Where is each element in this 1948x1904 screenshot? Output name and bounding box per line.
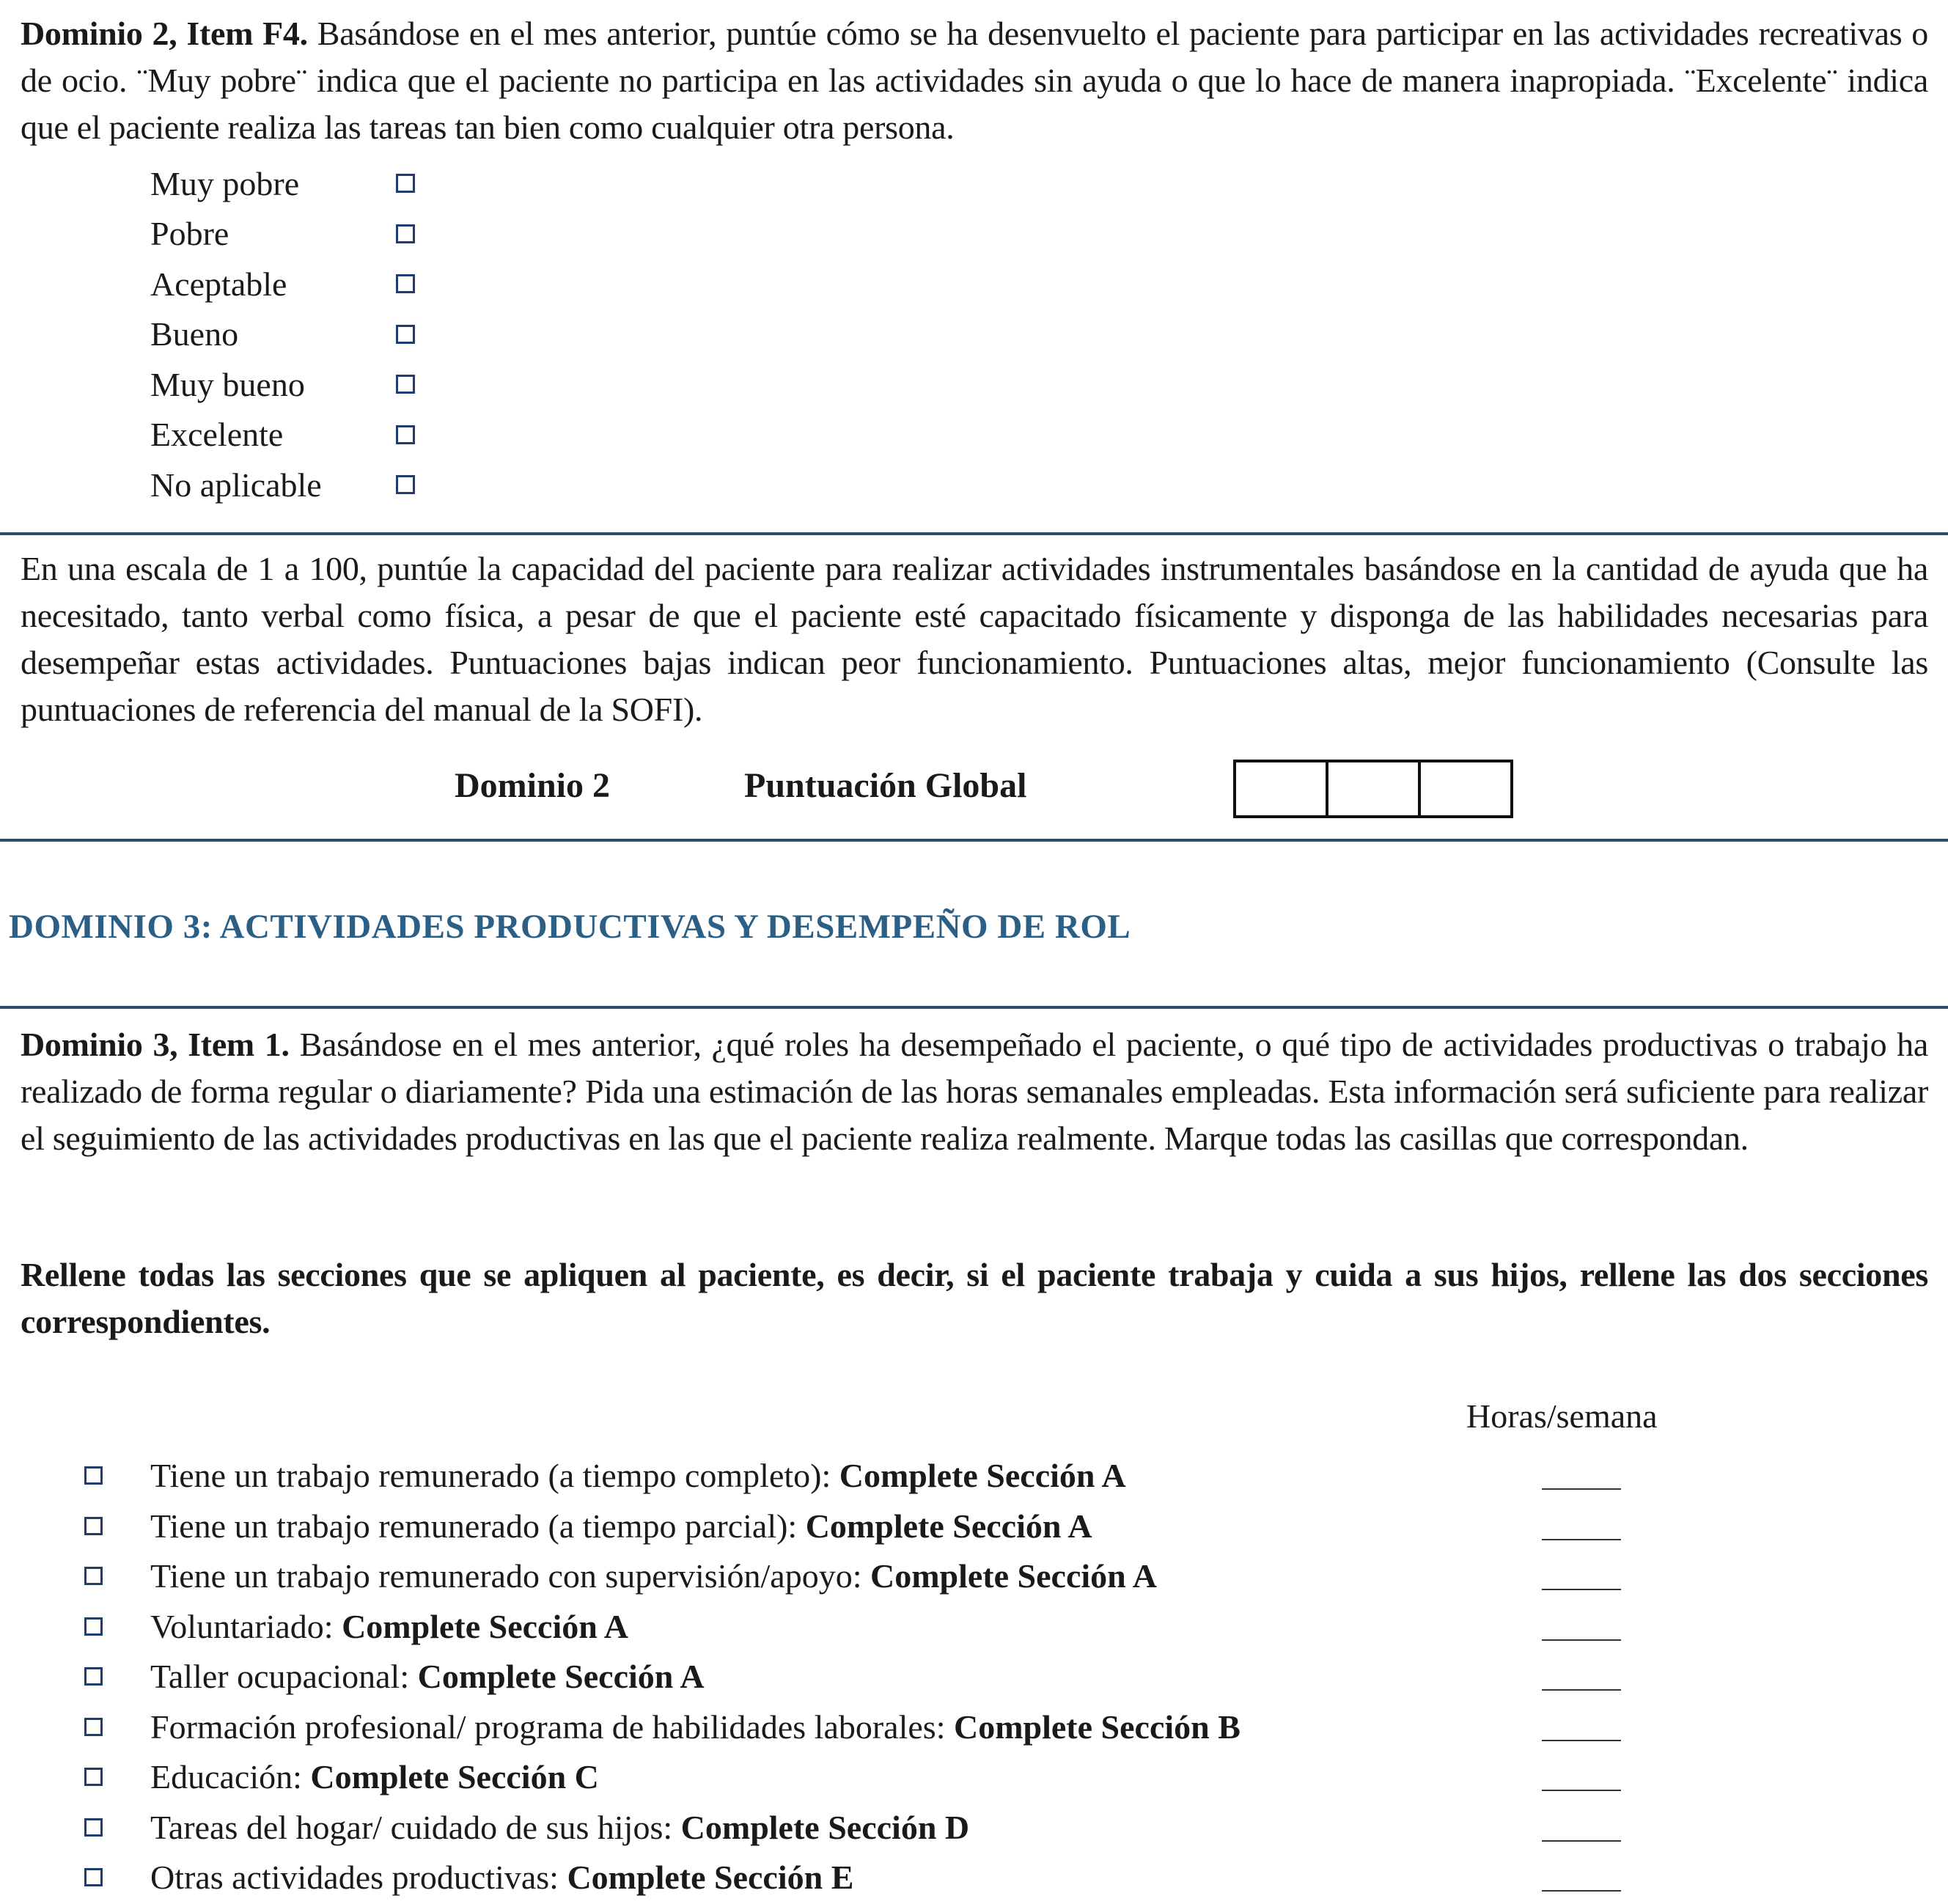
activity-text: Tiene un trabajo remunerado con supervisión/apoyo: <box>150 1557 870 1595</box>
hours-blank[interactable] <box>1542 1740 1621 1741</box>
activity-section: Complete Sección A <box>805 1507 1092 1545</box>
fill-note <box>21 1251 1928 1345</box>
hours-blank[interactable] <box>1542 1790 1621 1791</box>
checkbox[interactable] <box>84 1868 103 1886</box>
activity-row <box>0 1452 1948 1502</box>
activities-list <box>0 1452 1948 1904</box>
item-f4-text <box>21 10 1928 151</box>
activity-row <box>0 1552 1948 1603</box>
activity-section: Complete Sección A <box>839 1457 1126 1494</box>
checkbox[interactable] <box>84 1466 103 1485</box>
activity-section: Complete Sección E <box>567 1859 854 1896</box>
domain3-heading: DOMINIO 3: ACTIVIDADES PRODUCTIVAS Y DESEMPEÑO DE ROL <box>9 908 1131 946</box>
activity-label <box>150 1808 969 1847</box>
option-aceptable[interactable] <box>150 259 415 309</box>
checkbox[interactable] <box>396 475 415 494</box>
checkbox[interactable] <box>396 174 415 193</box>
checkbox[interactable] <box>396 375 415 394</box>
option-label: Bueno <box>150 315 239 353</box>
checkbox[interactable] <box>396 224 415 243</box>
activity-section: Complete Sección D <box>680 1808 970 1846</box>
hours-blank[interactable] <box>1542 1488 1621 1490</box>
activity-text: Educación: <box>150 1758 311 1795</box>
activity-label <box>150 1556 1157 1595</box>
score-input-boxes <box>1233 760 1513 818</box>
hours-blank[interactable] <box>1542 1589 1621 1590</box>
activity-text: Voluntariado: <box>150 1607 342 1645</box>
checkbox[interactable] <box>396 325 415 344</box>
hours-blank[interactable] <box>1542 1890 1621 1892</box>
item-f4 <box>21 10 1928 151</box>
option-label: Muy bueno <box>150 365 305 403</box>
activity-text: Tareas del hogar/ cuidado de sus hijos: <box>150 1808 681 1846</box>
item-d3-1 <box>21 1021 1928 1162</box>
option-label: Muy pobre <box>150 164 300 202</box>
score-digit-box[interactable] <box>1421 762 1510 815</box>
option-label: Excelente <box>150 416 284 454</box>
score-digit-box[interactable] <box>1328 762 1421 815</box>
option-label: No aplicable <box>150 466 322 504</box>
hours-blank[interactable] <box>1542 1840 1621 1842</box>
activity-row <box>0 1502 1948 1553</box>
hours-blank[interactable] <box>1542 1689 1621 1691</box>
activity-section: Complete Sección A <box>417 1658 705 1695</box>
score-global-label: Puntuación Global <box>744 766 1027 805</box>
item-d3-1-body: Basándose en el mes anterior, ¿qué roles ha desempeñado el paciente, o qué tipo de actividades productivas o trabajo ha realizado de forma regular o diariamente? Pida una estimación de las horas semanales empleadas. Esta información será suficiente para realizar el seguimiento de las actividades productivas en las que el paciente realiza realmente. Marque todas las casillas que correspondan. <box>21 1026 1928 1157</box>
activity-row <box>0 1753 1948 1804</box>
divider <box>0 532 1948 535</box>
activity-row <box>0 1853 1948 1904</box>
option-label: Aceptable <box>150 265 287 303</box>
option-muy-pobre[interactable] <box>150 158 415 209</box>
fill-note-text: Rellene todas las secciones que se apliquen al paciente, es decir, si el paciente trabaja y cuida a sus hijos, rellene las dos secciones correspondientes. <box>21 1256 1928 1340</box>
activity-row <box>0 1804 1948 1854</box>
activity-label <box>150 1858 853 1897</box>
item-d3-1-text <box>21 1021 1928 1162</box>
activity-section: Complete Sección B <box>953 1708 1241 1746</box>
activity-text: Formación profesional/ programa de habilidades laborales: <box>150 1708 954 1746</box>
global-score-row <box>0 757 1948 818</box>
checkbox[interactable] <box>84 1818 103 1837</box>
activity-label <box>150 1757 599 1796</box>
item-f4-title: Dominio 2, Item F4. <box>21 15 308 52</box>
activity-row <box>0 1653 1948 1703</box>
option-label: Pobre <box>150 215 229 253</box>
activity-text: Otras actividades productivas: <box>150 1859 567 1896</box>
checkbox[interactable] <box>84 1768 103 1786</box>
hours-blank[interactable] <box>1542 1639 1621 1641</box>
hours-blank[interactable] <box>1542 1539 1621 1540</box>
option-excelente[interactable] <box>150 410 415 460</box>
activity-label <box>150 1456 1126 1495</box>
checkbox[interactable] <box>84 1667 103 1686</box>
activity-text: Tiene un trabajo remunerado (a tiempo parcial): <box>150 1507 806 1545</box>
option-no-aplicable[interactable] <box>150 460 415 510</box>
activity-row <box>0 1703 1948 1754</box>
option-pobre[interactable] <box>150 209 415 260</box>
global-instructions-text: En una escala de 1 a 100, puntúe la capacidad del paciente para realizar actividades instrumentales basándose en la cantidad de ayuda que ha necesitado, tanto verbal como física, a pesar de que el paciente esté capacitado físicamente y disponga de las habilidades necesarias para desempeñar estas actividades. Puntuaciones bajas indican peor funcionamiento. Puntuaciones altas, mejor funcionamiento (Consulte las puntuaciones de referencia del manual de la SOFI). <box>21 550 1928 728</box>
checkbox[interactable] <box>84 1617 103 1636</box>
divider <box>0 1006 1948 1009</box>
checkbox[interactable] <box>396 274 415 293</box>
f4-options <box>150 158 415 510</box>
checkbox[interactable] <box>84 1567 103 1585</box>
checkbox[interactable] <box>84 1517 103 1535</box>
option-bueno[interactable] <box>150 309 415 360</box>
score-digit-box[interactable] <box>1236 762 1328 815</box>
hours-header: Horas/semana <box>1466 1397 1658 1435</box>
activity-label <box>150 1607 628 1646</box>
divider <box>0 839 1948 842</box>
item-f4-body: Basándose en el mes anterior, puntúe cómo se ha desenvuelto el paciente para participar en las actividades recreativas o de ocio. ¨Muy pobre¨ indica que el paciente no participa en las actividades sin ayuda o que lo hace de manera inapropiada. ¨Excelente¨ indica que el paciente realiza las tareas tan bien como cualquier otra persona. <box>21 15 1928 146</box>
activity-text: Taller ocupacional: <box>150 1658 418 1695</box>
checkbox[interactable] <box>396 425 415 444</box>
option-muy-bueno[interactable] <box>150 359 415 410</box>
activity-label <box>150 1657 705 1696</box>
score-domain-label: Dominio 2 <box>455 766 611 805</box>
item-d3-1-title: Dominio 3, Item 1. <box>21 1026 290 1063</box>
checkbox[interactable] <box>84 1718 103 1736</box>
activity-row <box>0 1603 1948 1653</box>
activity-section: Complete Sección C <box>310 1758 599 1795</box>
activity-text: Tiene un trabajo remunerado (a tiempo completo): <box>150 1457 839 1494</box>
activity-section: Complete Sección A <box>870 1557 1157 1595</box>
activity-section: Complete Sección A <box>342 1607 629 1645</box>
global-instructions <box>21 545 1928 733</box>
activity-label <box>150 1708 1241 1746</box>
activity-label <box>150 1507 1092 1545</box>
